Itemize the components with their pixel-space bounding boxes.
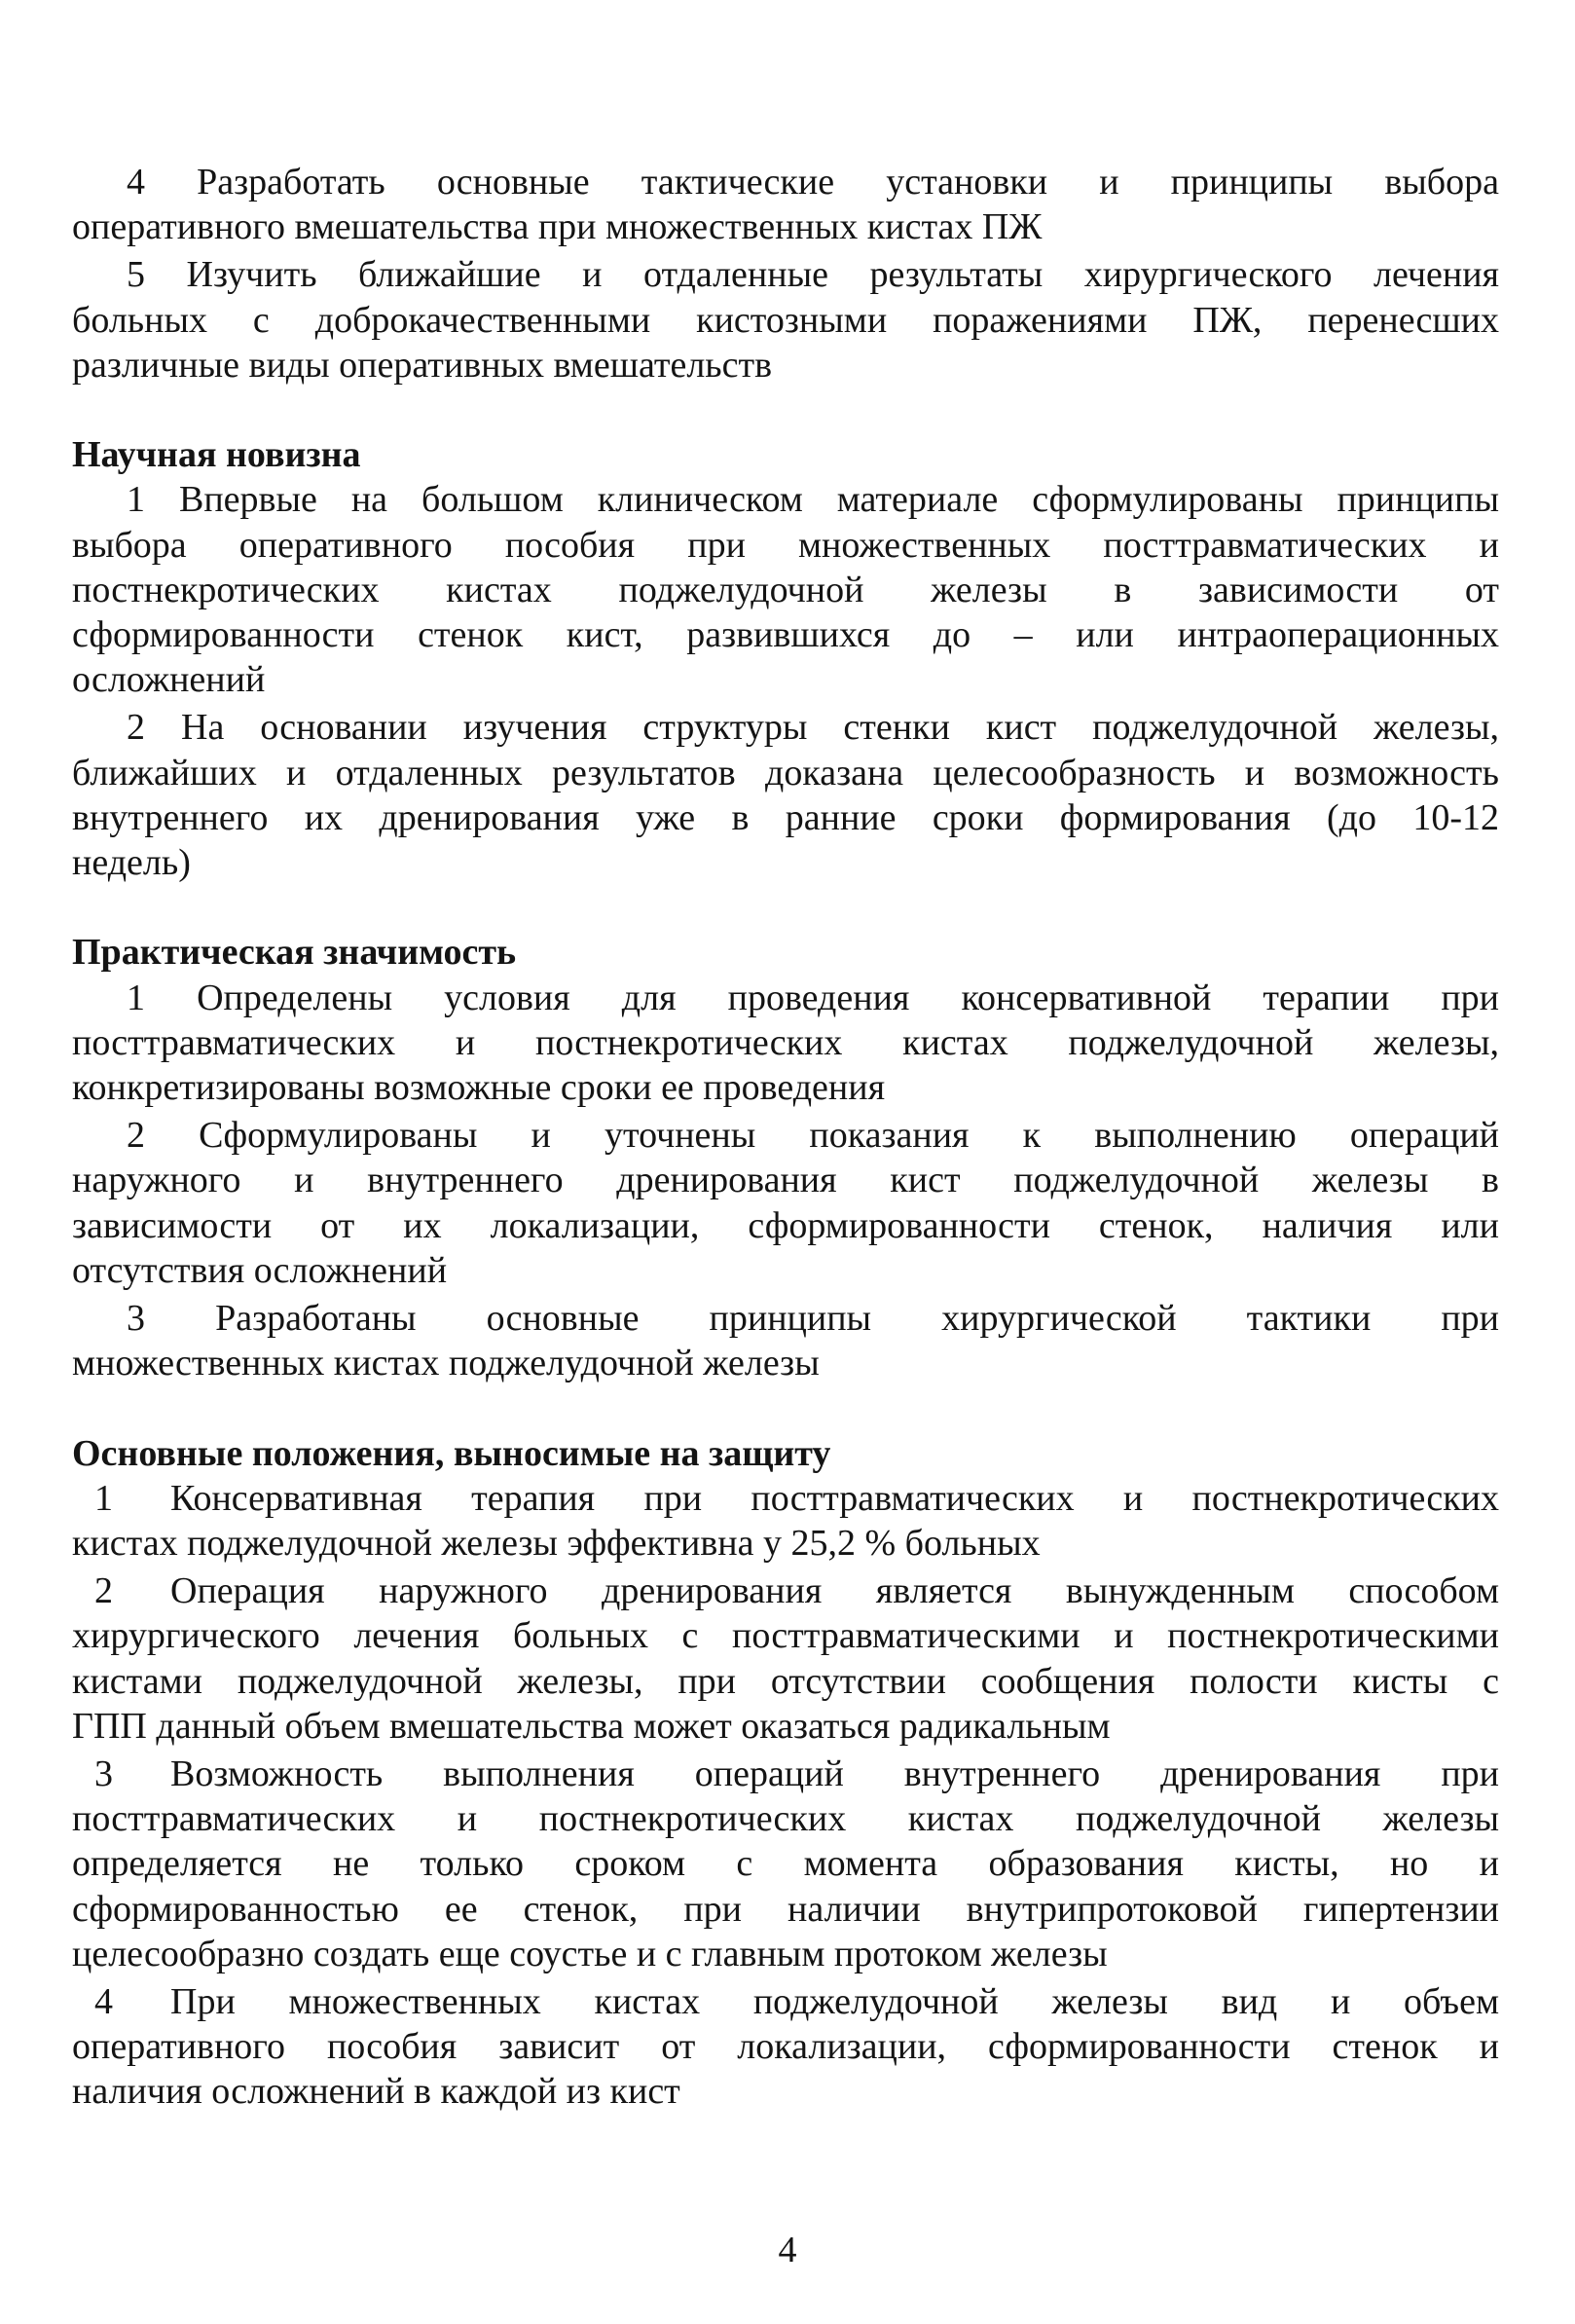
goal-item [72,160,1499,249]
text-line: кистами поджелудочной железы, при отсутствии сообщения полости кисты с [72,1660,1499,1702]
item-number: 5 [127,254,145,296]
defense-item [72,1568,1499,1749]
text-line: недель) [72,842,191,884]
item-number: 2 [94,1570,113,1612]
text-line: посттравматических и постнекротических кистах поджелудочной железы, [72,1021,1499,1063]
item-number: 3 [94,1753,113,1795]
line-text: При множественных кистах поджелудочной железы вид и объем [170,1981,1499,2023]
text-line: множественных кистах поджелудочной железы [72,1343,820,1384]
line-text: Разработаны основные принципы хирургической тактики при [215,1298,1500,1340]
line-text: Операция наружного дренирования является вынужденным способом [170,1570,1499,1612]
practical-item [72,1113,1499,1293]
item-first-line [72,160,1499,204]
line-text: Консервативная терапия при посттравматических и постнекротических [170,1477,1499,1519]
line-text: На основании изучения структуры стенки кист поджелудочной железы, [181,707,1499,749]
item-number: 1 [127,977,145,1018]
line-text: Определены условия для проведения консервативной терапии при [197,977,1500,1018]
defense-item [72,1752,1499,1976]
item-first-line [72,252,1499,297]
item-first-line [72,1296,1499,1341]
text-line: больных с доброкачественными кистозными поражениями ПЖ, перенесших [72,299,1499,341]
item-number: 4 [127,162,145,203]
item-first-line [72,1568,1499,1613]
item-first-line [72,705,1499,750]
item-number: 2 [127,1115,145,1157]
item-first-line [72,477,1499,522]
line-text: Разработать основные тактические установки и принципы выбора [197,162,1500,203]
text-line: сформированностью ее стенок, при наличии внутрипротоковой гипертензии [72,1888,1499,1930]
goal-item [72,252,1499,387]
item-number: 2 [127,707,145,749]
line-text: Впервые на большом клиническом материале сформулированы принципы [178,479,1499,521]
item-number: 4 [94,1981,113,2023]
text-line: внутреннего их дренирования уже в ранние сроки формирования (до 10-12 [72,796,1499,838]
defense-item [72,1476,1499,1566]
item-first-line [72,1476,1499,1521]
item-first-line [72,976,1499,1020]
practical-item [72,1296,1499,1385]
text-line: отсутствия осложнений [72,1249,448,1291]
novelty-item [72,705,1499,885]
text-line: определяется не только сроком с момента образования кисты, но и [72,1843,1499,1885]
item-number: 3 [127,1298,145,1340]
page-number: 4 [778,2230,797,2270]
defense-item [72,1979,1499,2115]
text-line: оперативного пособия зависит от локализации, сформированности стенок и [72,2026,1499,2068]
text-line: посттравматических и постнекротических кистах поджелудочной железы [72,1798,1499,1840]
item-first-line [72,1113,1499,1158]
text-line: зависимости от их локализации, сформированности стенок, наличия или [72,1204,1499,1246]
practical-item [72,976,1499,1111]
document-body [72,160,1499,2115]
line-text: Возможность выполнения операций внутреннего дренирования при [170,1753,1499,1795]
text-line: ГПП данный объем вмешательства может оказаться радикальным [72,1705,1111,1747]
section-heading: Практическая значимость [72,932,517,974]
text-line: оперативного вмешательства при множественных кистах ПЖ [72,206,1043,248]
text-line: выбора оперативного пособия при множественных посттравматических и [72,524,1499,566]
line-text: Изучить ближайшие и отдаленные результаты хирургического лечения [186,254,1500,296]
text-line: конкретизированы возможные сроки ее проведения [72,1067,886,1109]
text-line: хирургического лечения больных с посттравматическими и постнекротическими [72,1615,1499,1657]
section-heading: Научная новизна [72,434,361,476]
novelty-item [72,477,1499,702]
text-line: сформированности стенок кист, развившихся до – или интраоперационных [72,614,1499,656]
text-line: наличия осложнений в каждой из кист [72,2071,680,2113]
section-heading: Основные положения, выносимые на защиту [72,1432,831,1474]
text-line: целесообразно создать еще соустье и с главным протоком железы [72,1933,1108,1974]
text-line: наружного и внутреннего дренирования кист поджелудочной железы в [72,1160,1499,1201]
text-line: постнекротических кистах поджелудочной железы в зависимости от [72,569,1499,610]
text-line: кистах поджелудочной железы эффективна у 25,2 % больных [72,1523,1041,1565]
item-number: 1 [127,479,145,521]
line-text: Сформулированы и уточнены показания к выполнению операций [199,1115,1500,1157]
item-number: 1 [94,1477,113,1519]
text-line: различные виды оперативных вмешательств [72,344,773,386]
text-line: ближайших и отдаленных результатов доказана целесообразность и возможность [72,752,1499,793]
item-first-line [72,1752,1499,1796]
item-first-line [72,1979,1499,2024]
text-line: осложнений [72,659,266,701]
